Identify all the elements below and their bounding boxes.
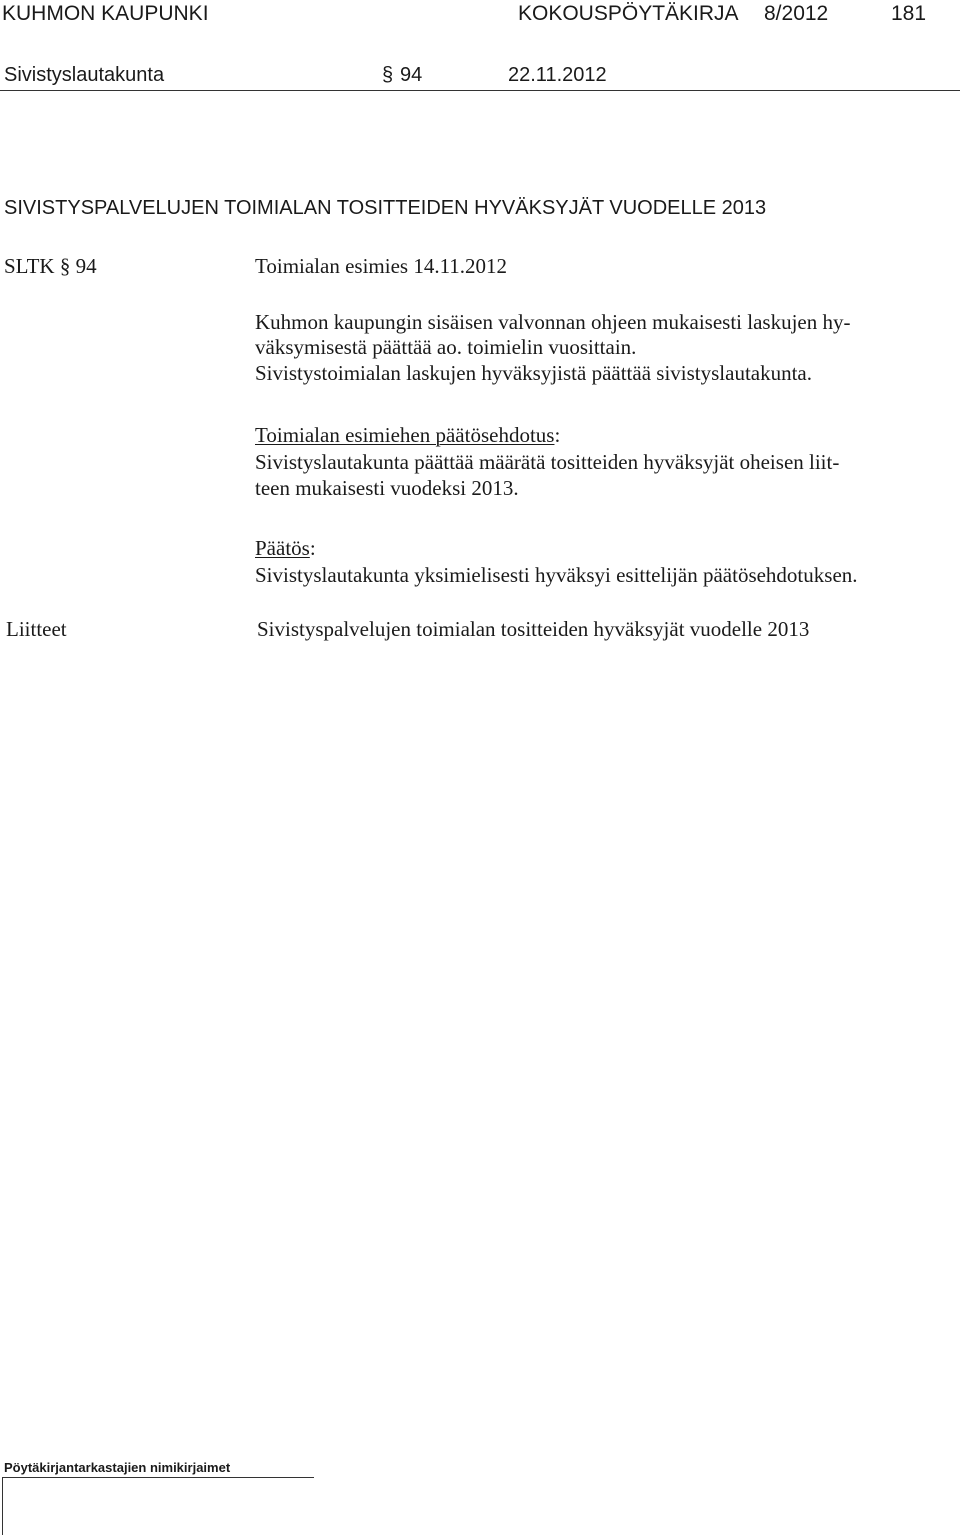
section-symbol: § [382, 64, 394, 86]
issue-number: 8/2012 [764, 2, 829, 25]
decision-heading [255, 537, 316, 560]
proposal-colon: : [554, 423, 561, 447]
decision-label: Päätös [255, 536, 310, 560]
header-divider [0, 90, 960, 91]
municipality-name: KUHMON KAUPUNKI [2, 2, 209, 25]
signatures-box-edge [2, 1477, 3, 1535]
signatures-label: Pöytäkirjantarkastajien nimikirjaimet [4, 1460, 231, 1475]
page-title: SIVISTYSPALVELUJEN TOIMIALAN TOSITTEIDEN HYVÄKSYJÄT VUODELLE 2013 [4, 197, 767, 219]
decision-colon: : [309, 536, 316, 560]
page-number: 181 [891, 2, 927, 25]
proposal-label: Toimialan esimiehen päätösehdotus [255, 423, 555, 447]
paragraph-1-line-3: Sivistystoimialan laskujen hyväksyjistä päättää sivistyslautakunta. [255, 361, 813, 385]
ref-section-number: 94 [75, 254, 97, 278]
paragraph-1-line-1: Kuhmon kaupungin sisäisen valvonnan ohjeen mukaisesti laskujen hy- [255, 310, 851, 334]
ref-section-symbol: § [59, 254, 71, 278]
proposal-line-2: teen mukaisesti vuodeksi 2013. [255, 476, 519, 500]
decision-text: Sivistyslautakunta yksimielisesti hyväksyi esittelijän päätösehdotuksen. [255, 563, 858, 587]
ref-code-text: SLTK [4, 254, 55, 278]
proposal-line-1: Sivistyslautakunta päättää määrätä tositteiden hyväksyjät oheisen liit- [255, 450, 840, 474]
document-type: KOKOUSPÖYTÄKIRJA [518, 2, 739, 25]
board-name: Sivistyslautakunta [4, 64, 165, 86]
attachments-label: Liitteet [6, 617, 67, 641]
section-number: 94 [400, 64, 423, 86]
paragraph-1-line-2: väksymisestä päättää ao. toimielin vuosittain. [255, 335, 637, 359]
proposal-heading [255, 424, 560, 447]
ref-code [4, 255, 97, 278]
signatures-rule [2, 1477, 314, 1478]
meeting-date: 22.11.2012 [508, 64, 607, 86]
preparer-line: Toimialan esimies 14.11.2012 [255, 254, 508, 278]
attachments-text: Sivistyspalvelujen toimialan tositteiden hyväksyjät vuodelle 2013 [257, 617, 810, 641]
